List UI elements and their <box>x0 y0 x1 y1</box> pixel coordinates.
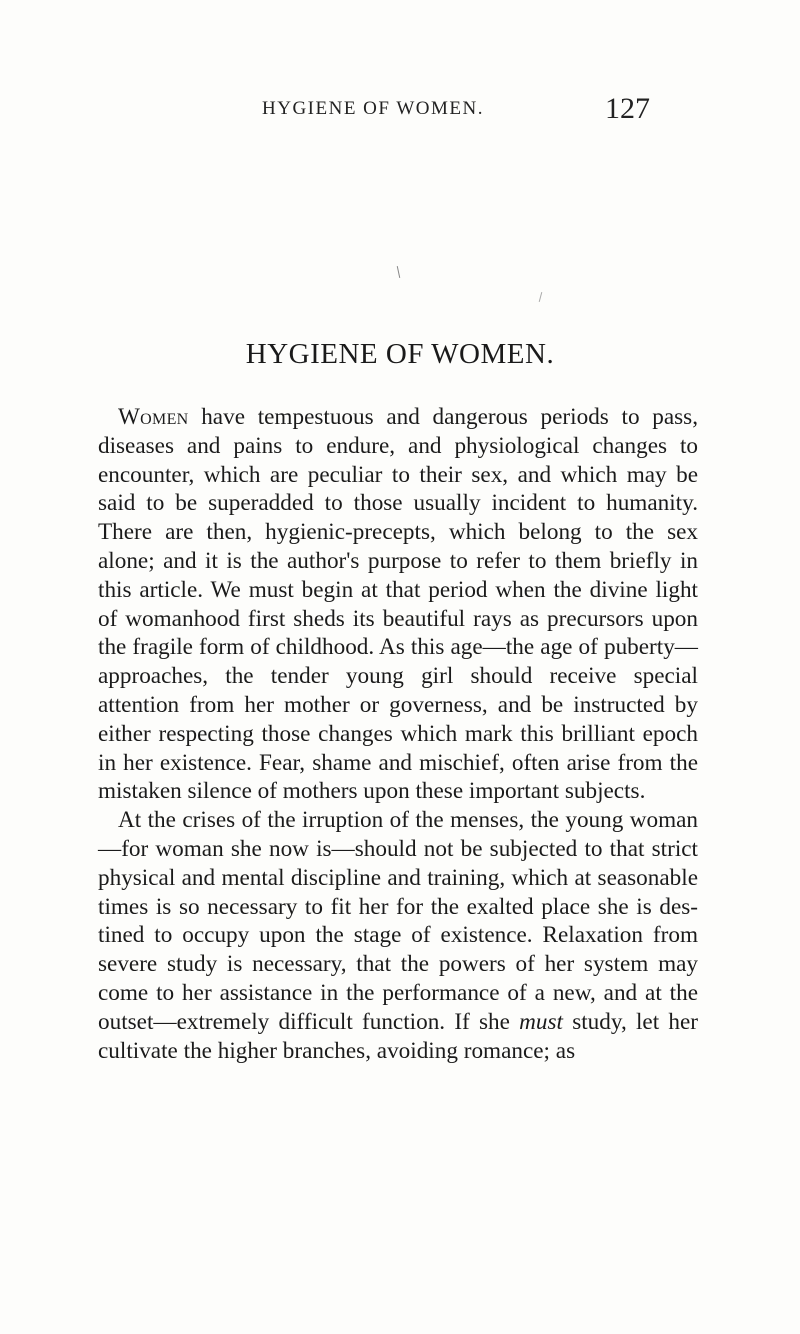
paragraph-text: At the crises of the irruption of the menses, the young woman—for woman she now is—should not be subjected to that strict physical and mental discipline and training, which at seasonable times is so necessary to fit her for the exalted place she is destined to occupy upon the stage of existence. Relaxation from severe study is necessary, that the powers of her system may come to her assistance in the performance of a new, and at the outset—extremely difficult function. If she <box>98 807 698 1035</box>
emphasized-word: must <box>519 1008 563 1035</box>
paragraph-lead-word: Women <box>118 404 189 430</box>
running-head <box>0 92 800 132</box>
ink-mark <box>397 266 400 278</box>
paragraph-2 <box>98 806 698 1065</box>
body-text <box>98 403 698 1065</box>
paragraph-text: study, let her cultivate the higher branches, avoiding romance; as <box>98 1008 698 1064</box>
paragraph-1 <box>98 403 698 806</box>
paragraph-text: have tempestuous and dangerous periods to pass, diseases and pains to endure, and physiological changes to encounter, which are peculiar to their sex, and which may be said to be superadded to those usually incident to humanity. There are then, hygienic-precepts, which belong to the sex alone; and it is the author's purpose to refer to them briefly in this article. We must begin at that period when the divine light of womanhood first sheds its beautiful rays as precursors upon the fragile form of childhood. As this age—the age of puberty—approaches, the tender young girl should receive special attention from her mother or governess, and be instructed by either respecting those changes which mark this brilliant epoch in her existence. Fear, shame and mischief, often arise from the mistaken silence of mothers upon these important subjects. <box>98 404 698 805</box>
ink-mark <box>539 292 543 302</box>
page-number: 127 <box>605 92 650 125</box>
chapter-title: HYGIENE OF WOMEN. <box>245 338 555 370</box>
running-title: HYGIENE OF WOMEN. <box>262 98 484 119</box>
